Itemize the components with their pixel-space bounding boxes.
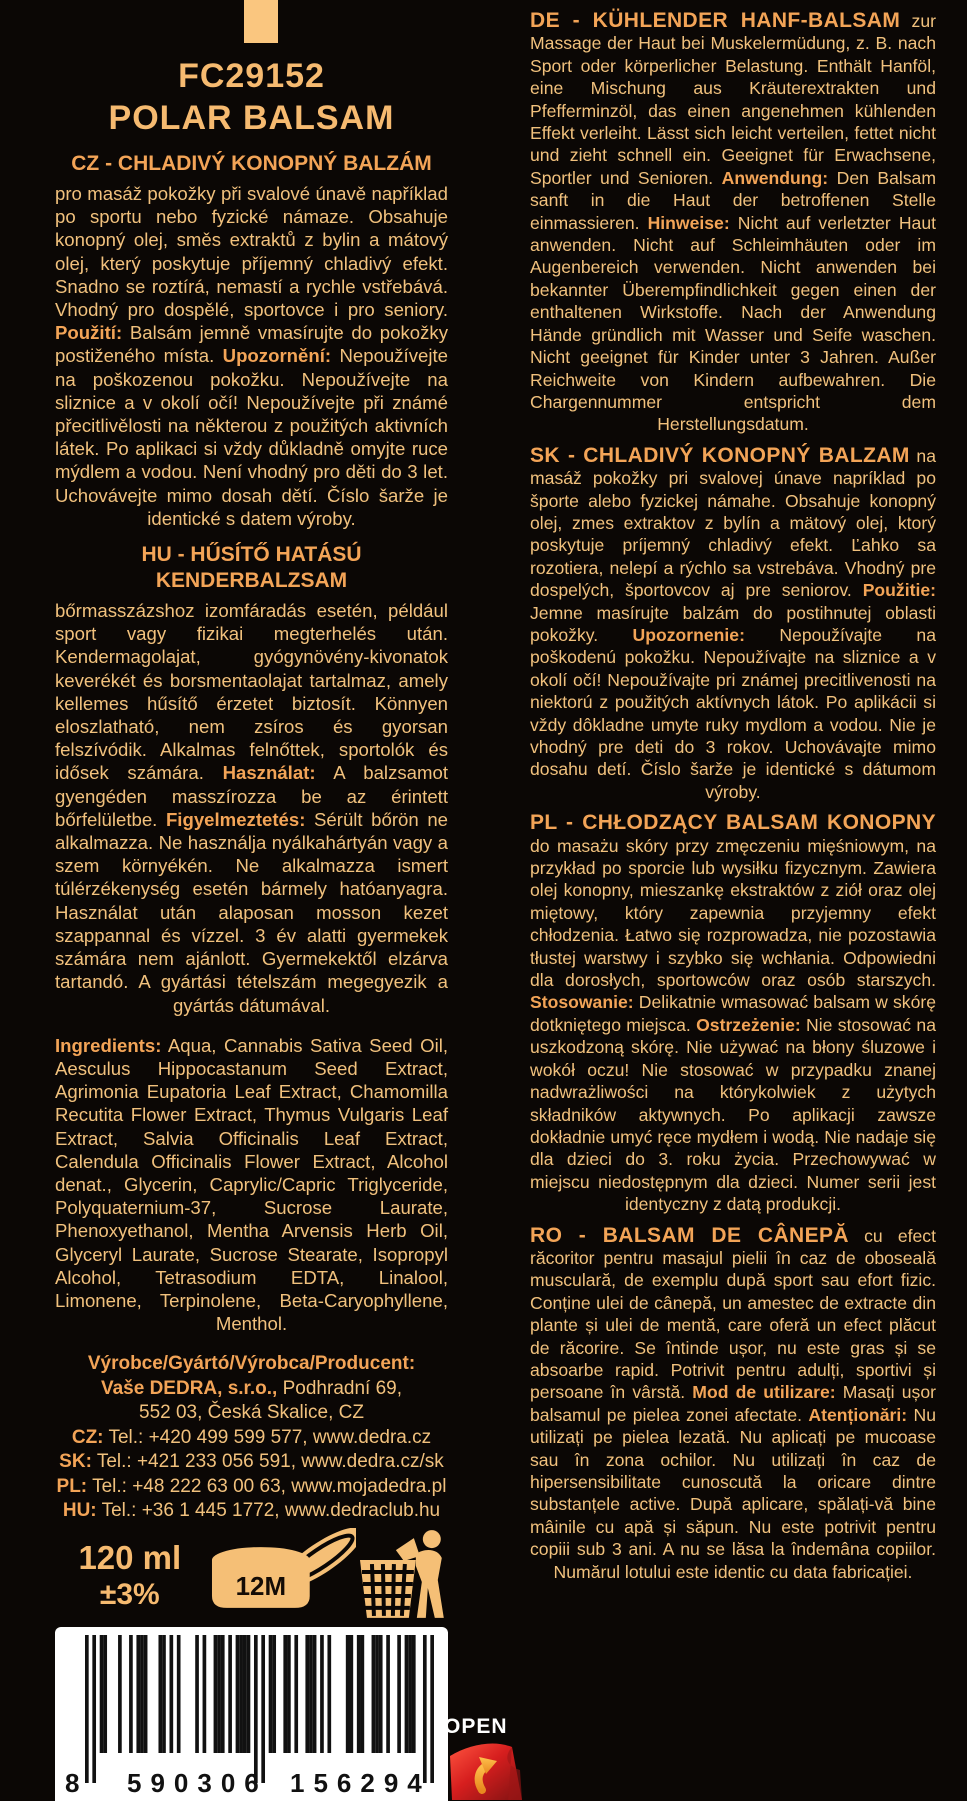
barcode-digit-group: 8 <box>65 1768 89 1798</box>
volume-label: 120 ml <box>78 1539 182 1576</box>
peel-open-icon <box>448 1740 528 1800</box>
manufacturer-line: 552 03, Česká Skalice, CZ <box>139 1402 364 1423</box>
volume-and-icons-row <box>55 1526 448 1626</box>
section-ro-text: RO - BALSAM DE CÂNEPĂ cu efect răcoritor pentru masajul pielii în caz de oboseală musculară, de exemplu după sport sau efort fizic. Conține ulei de cânepă, un amestec de extracte din plante și ulei de mentă, care oferă un efect plăcut de răcorire. Se întinde ușor, nu este gras și se absoarbe rapid. Potrivit pentru adulți, sportivi și persoane în vârstă. Mod de utilizare: Masați ușor balsamul pe pielea zonei afectate. Atenționări: Nu utilizați pe pielea lezată. Nu aplicați pe mucoase sau în zona ochilor. Nu utilizați în caz de hipersensibilitate cunoscută la oricare dintre substanțele active. După aplicare, spălați-vă bine mâinile cu apă și săpun. Nu este potrivit pentru copiii sub 3 ani. A nu se lăsa la îndemâna copiilor. Numărul lotului este identic cu data fabricației. <box>530 1223 936 1582</box>
manufacturer-line: PL: Tel.: +48 222 63 00 63, www.mojadedra.pl <box>56 1475 447 1497</box>
open-badge <box>444 1714 534 1800</box>
volume-block <box>55 1539 205 1613</box>
section-de-text: DE - KÜHLENDER HANF-BALSAM zur Massage der Haut bei Muskelermüdung, z. B. nach Sport oder körperlicher Belastung. Enthält Hanföl, eine Mischung aus Kräuterextrakten und Pfefferminzöl, das einen angenehmen kühlenden Effekt verleiht. Lässt sich leicht verteilen, fettet nicht und zieht schnell ein. Geeignet für Erwachsene, Sportler und Senioren. Anwendung: Den Balsam sanft in die Haut der betroffenen Stelle einmassieren. Hinweise: Nicht auf verletzter Haut anwenden. Nicht auf Schleimhäuten oder im Augenbereich verwenden. Nicht anwenden bei bekannter Überempfindlichkeit gegen einen der enthaltenen Wirkstoffe. Nach der Anwendung Hände gründlich mit Wasser und Seife waschen. Nicht geeignet für Kinder unter 3 Jahren. Außer Reichweite von Kindern aufbewahren. Die Chargennummer entspricht dem Herstellungsdatum. <box>530 9 936 435</box>
barcode-digit-group: 156294 <box>290 1768 431 1798</box>
manufacturer-line: HU: Tel.: +36 1 445 1772, www.dedraclub.hu <box>62 1500 441 1521</box>
registration-mark <box>244 0 278 43</box>
barcode-digit-group: 590306 <box>127 1768 268 1798</box>
right-column <box>530 10 936 1592</box>
section-sk-text: SK - CHLADIVÝ KONOPNÝ BALZAM na masáž pokožky pri svalovej únave napríklad po športe alebo fyzickej námahe. Obsahuje konopný olej, zmes extraktov z bylín a mätový olej, ktorý poskytuje príjemný chladivý efekt. Ľahko sa rozotiera, nelepí a rýchlo sa vstrebáva. Vhodný pre dospelých, športovcov aj pre seniorov. Použitie: Jemne masírujte balzám do postihnutej oblasti pokožky. Upozornenie: Nepoužívajte na poškodenú pokožku. Nepoužívajte na sliznice a v okolí očí! Nepoužívajte pri známej precitlivenosti na niektorú z použitých aktívnych látok. Po aplikácii si vždy dôkladne umyte ruky mydlom a vodou. Nie je vhodný pre deti do 3 rokov. Uchovávajte mimo dosahu detí. Číslo šarže je identické s dátumom výroby. <box>530 443 936 802</box>
ingredients-text: Ingredients: Aqua, Cannabis Sativa Seed Oil, Aesculus Hippocastanum Seed Extract, Agrimonia Eupatoria Leaf Extract, Chamomilla Recutita Flower Extract, Thymus Vulgaris Leaf Extract, Salvia Officinalis Leaf Extract, Calendula Officinalis Flower Extract, Alcohol denat., Glycerin, Caprylic/Capric Triglyceride, Polyquaternium-37, Sucrose Laurate, Phenoxyethanol, Mentha Arvensis Herb Oil, Glyceryl Laurate, Sucrose Stearate, Isopropyl Alcohol, Tetrasodium EDTA, Linalool, Limonene, Terpinolene, Beta-Caryophyllene, Menthol. <box>55 1034 448 1335</box>
barcode-digits <box>55 1765 448 1799</box>
manufacturer-block <box>55 1352 448 1524</box>
tolerance-label: ±3% <box>99 1578 160 1611</box>
pao-value: 12M <box>235 1572 286 1601</box>
tidyman-disposal-icon <box>356 1528 448 1624</box>
product-code: FC29152 <box>178 57 325 95</box>
manufacturer-line: Vaše DEDRA, s.r.o., Podhradní 69, <box>100 1377 402 1399</box>
product-name: POLAR BALSAM <box>108 99 395 137</box>
section-cz-text: pro masáž pokožky při svalové únavě například po sportu nebo fyzické námaze. Obsahuje konopný olej, směs extraktů z bylin a mátový olej, který poskytuje příjemný chladivý efekt. Snadno se roztírá, nemastí a rychle vstřebává. Vhodný pro dospělé, sportovce i pro seniory. Použití: Balsám jemně vmasírujte do pokožky postiženého místa. Upozornění: Nepoužívejte na poškozenou pokožku. Nepoužívejte na sliznice a v okolí očí! Nepoužívejte při známé přecitlivělosti na některou z použitých aktivních látek. Po aplikaci si vždy důkladně omyjte ruce mýdlem a vodou. Není vhodný pro děti do 3 let. Uchovávejte mimo dosah dětí. Číslo šarže je identické s datem výroby. <box>55 183 448 529</box>
manufacturer-line: Výrobce/Gyártó/Výrobca/Producent: <box>87 1353 416 1374</box>
section-pl-text: PL - CHŁODZĄCY BALSAM KONOPNY do masażu skóry przy zmęczeniu mięśniowym, na przykład po sporcie lub wysiłku fizycznym. Zawiera olej konopny, mieszankę ekstraktów z ziół oraz olej miętowy, który zapewnia przyjemny efekt chłodzenia. Łatwo się rozprowadza, nie pozostawia tłustej warstwy i szybko się wchłania. Odpowiedni dla dorosłych, sportowców oraz osób starszych. Stosowanie: Delikatnie wmasować balsam w skórę dotkniętego miejsca. Ostrzeżenie: Nie stosować na uszkodzoną skórę. Nie używać na błony śluzowe i wokół oczu! Nie stosować w przypadku znanej nadwrażliwości na którykolwiek z użytych składników aktywnych. Po aplikacji zawsze dokładnie umyć ręce mydłem i wodą. Nie nadaje się dla dzieci do 3. roku życia. Przechowywać w miejscu niedostępnym dla dzieci. Numer serii jest identyczny z datą produkcji. <box>530 811 936 1215</box>
manufacturer-line: CZ: Tel.: +420 499 599 577, www.dedra.cz <box>71 1426 432 1448</box>
manufacturer-line: SK: Tel.: +421 233 056 591, www.dedra.cz/sk <box>59 1451 444 1472</box>
pao-12m-icon <box>205 1528 357 1624</box>
section-cz-heading: CZ - CHLADIVÝ KONOPNÝ BALZÁM <box>71 152 432 175</box>
section-hu-text: bőrmasszázshoz izomfáradás esetén, például sport vagy fizikai megterhelés után. Kendermagolajat, gyógynövény-kivonatok keverékét és borsmentaolajat tartalmaz, amely kellemes hűsítő érzetet biztosít. Könnyen eloszlatható, nem zsíros és gyorsan felszívódik. Alkalmas felnőttek, sportolók és idősek számára. Használat: A balzsamot gyengéden masszírozza be az érintett bőrfelületbe. Figyelmeztetés: Sérült bőrön ne alkalmazza. Ne használja nyálkahártyán vagy a szem környékén. Ne alkalmazza ismert túlérzékenység esetén bármely hatóanyagra. Használat után alaposan mosson kezet szappannal és vízzel. 3 év alatti gyermekek számára nem ajánlott. Gyermekektől elzárva tartandó. A gyártási tételszám megegyezik a gyártás dátumával. <box>55 600 448 1016</box>
left-column <box>55 43 448 1335</box>
section-hu-heading: HU - HŰSÍTŐ HATÁSÚ KENDERBALZSAM <box>141 543 362 593</box>
barcode <box>55 1627 448 1801</box>
open-label: OPEN <box>444 1715 508 1738</box>
